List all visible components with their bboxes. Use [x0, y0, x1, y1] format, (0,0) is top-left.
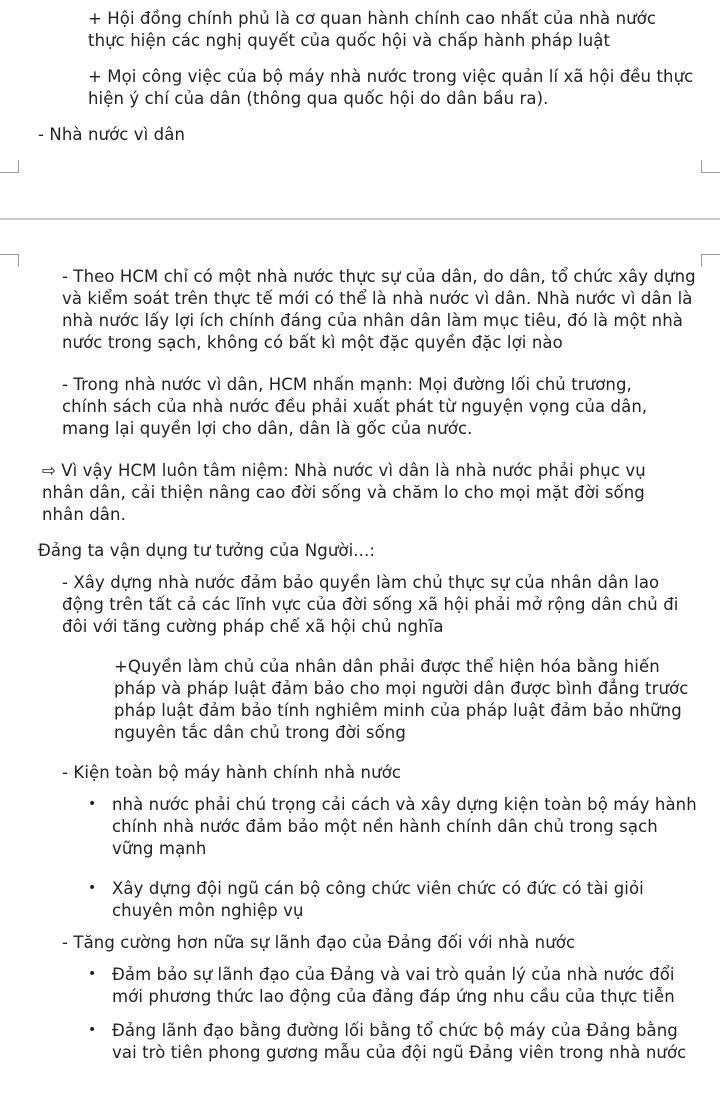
paragraph-moi-cong-viec: + Mọi công việc của bộ máy nhà nước trong việc quản lí xã hội đều thực hiện ý chí của dân (thông qua quốc hội do dân bầu ra). [88, 67, 694, 108]
list-bullet: • [88, 1022, 97, 1038]
paragraph-tang-cuong-lanh-dao: - Tăng cường hơn nữa sự lãnh đạo của Đảng đối với nhà nước [62, 933, 576, 952]
list-bullet: • [88, 796, 97, 812]
list-item-dam-bao-lanh-dao: Đảm bảo sự lãnh đạo của Đảng và vai trò quản lý của nhà nước đổi mới phương thức lao động của đảng đáp ứng nhu cầu của thực tiễn [112, 965, 675, 1006]
paragraph-hoi-dong-chinh-phu: + Hội đồng chính phủ là cơ quan hành chính cao nhất của nhà nước thực hiện các nghị quyết của quốc hội và chấp hành pháp luật [88, 9, 657, 50]
page-corner-mark-top-right [701, 254, 720, 267]
paragraph-xay-dung-nha-nuoc: - Xây dựng nhà nước đảm bảo quyền làm chủ thực sự của nhân dân lao động trên tất cả các lĩnh vực của đời sống xã hội phải mở rộng dân chủ đi đôi với tăng cường pháp chế xã hội chủ nghĩa [62, 573, 679, 636]
document-page-1 [0, 0, 720, 218]
list-item-dang-lanh-dao: Đảng lãnh đạo bằng đường lối bằng tổ chức bộ máy của Đảng bằng vai trò tiên phong gương mẫu của đội ngũ Đảng viên trong nhà nước [112, 1021, 687, 1062]
list-item-doi-ngu-can-bo: Xây dựng đội ngũ cán bộ công chức viên chức có đức có tài giỏi chuyên môn nghiệp vụ [112, 879, 644, 920]
heading-nha-nuoc-vi-dan: - Nhà nước vì dân [38, 125, 186, 144]
page-corner-mark-bottom-right [701, 160, 720, 173]
document-page-2 [0, 220, 720, 1117]
paragraph-quyen-lam-chu: +Quyền làm chủ của nhân dân phải được thể hiện hóa bằng hiến pháp và pháp luật đảm bảo cho mọi người dân được bình đẳng trước pháp luật đảm bảo tính nghiêm minh của pháp luật đảm bảo những nguyên tắc dân chủ trong đời sống [114, 657, 689, 742]
paragraph-theo-hcm: - Theo HCM chỉ có một nhà nước thực sự của dân, do dân, tổ chức xây dựng và kiểm soát trên thực tế mới có thể là nhà nước vì dân. Nhà nước vì dân là nhà nước lấy lợi ích chính đáng của nhân dân làm mục tiêu, đó là một nhà nước trong sạch, không có bất kì một đặc quyền đặc lợi nào [62, 267, 696, 352]
paragraph-dang-ta-van-dung: Đảng ta vận dụng tư tưởng của Người...: [38, 541, 375, 560]
page-corner-mark-top-left [0, 254, 19, 267]
paragraph-kien-toan-bo-may: - Kiện toàn bộ máy hành chính nhà nước [62, 763, 401, 782]
paragraph-vi-vay-hcm: ⇨ Vì vậy HCM luôn tâm niệm: Nhà nước vì dân là nhà nước phải phục vụ nhân dân, cải thiện nâng cao đời sống và chăm lo cho mọi mặt đời sống nhân dân. [42, 461, 646, 524]
page-corner-mark-bottom-left [0, 160, 19, 173]
list-bullet: • [88, 880, 97, 896]
list-item-cai-cach: nhà nước phải chú trọng cải cách và xây dựng kiện toàn bộ máy hành chính nhà nước đảm bảo một nền hành chính dân chủ trong sạch vững mạnh [112, 795, 697, 858]
list-bullet: • [88, 966, 97, 982]
paragraph-trong-nha-nuoc-vi-dan: - Trong nhà nước vì dân, HCM nhấn mạnh: Mọi đường lối chủ trương, chính sách của nhà nước đều phải xuất phát từ nguyện vọng của dân, mang lại quyền lợi cho dân, dân là gốc của nước. [62, 375, 648, 438]
